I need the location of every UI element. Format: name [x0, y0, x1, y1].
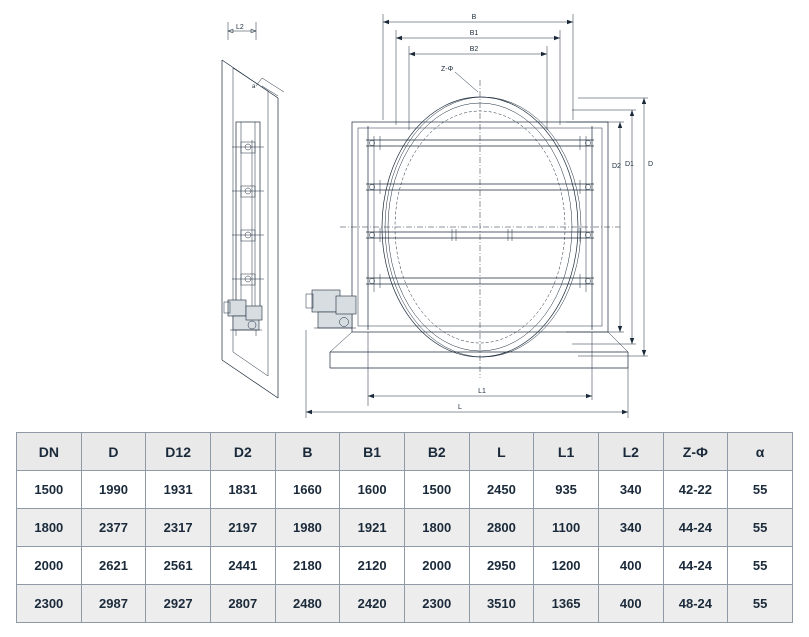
cell-b2: 1500 [404, 471, 469, 509]
column-header-l1: L1 [534, 433, 599, 471]
column-header-alpha: α [728, 433, 793, 471]
spec-table-container [16, 432, 793, 623]
cell-z-phi: 44-24 [663, 547, 728, 585]
column-header-b: B [275, 433, 340, 471]
front-view [306, 14, 653, 418]
cell-alpha: 55 [728, 509, 793, 547]
cell-d2: 2197 [210, 509, 275, 547]
cell-l2: 340 [598, 471, 663, 509]
cell-dn: 2000 [17, 547, 82, 585]
svg-text:D1: D1 [625, 161, 634, 168]
column-header-l: L [469, 433, 534, 471]
cell-d: 2621 [81, 547, 146, 585]
cell-d12: 2317 [146, 509, 211, 547]
cell-b2: 2300 [404, 585, 469, 623]
column-header-b2: B2 [404, 433, 469, 471]
cell-alpha: 55 [728, 585, 793, 623]
svg-text:D2: D2 [612, 163, 621, 170]
cell-d: 2377 [81, 509, 146, 547]
table-header-row [17, 433, 793, 471]
svg-text:L1: L1 [478, 388, 486, 395]
cell-d: 1990 [81, 471, 146, 509]
cell-l: 2800 [469, 509, 534, 547]
svg-text:B1: B1 [469, 30, 479, 37]
cell-l1: 1365 [534, 585, 599, 623]
table-row [17, 547, 793, 585]
cell-b1: 1921 [340, 509, 405, 547]
cell-d2: 2441 [210, 547, 275, 585]
svg-text:a: a [252, 84, 256, 90]
svg-text:L2: L2 [236, 24, 244, 31]
cell-d2: 1831 [210, 471, 275, 509]
cell-b1: 1600 [340, 471, 405, 509]
column-header-d: D [81, 433, 146, 471]
cell-l2: 340 [598, 509, 663, 547]
column-header-b1: B1 [340, 433, 405, 471]
cell-b: 1980 [275, 509, 340, 547]
column-header-d2: D2 [210, 433, 275, 471]
table-row [17, 509, 793, 547]
cell-l1: 935 [534, 471, 599, 509]
svg-text:Z-Φ: Z-Φ [441, 66, 454, 73]
cell-d2: 2807 [210, 585, 275, 623]
dimension-specification-table [16, 432, 793, 623]
svg-text:L: L [458, 404, 462, 411]
column-header-d12: D12 [146, 433, 211, 471]
cell-d12: 2561 [146, 547, 211, 585]
column-header-l2: L2 [598, 433, 663, 471]
svg-text:D: D [648, 161, 654, 168]
svg-text:B: B [471, 14, 477, 21]
cell-b1: 2120 [340, 547, 405, 585]
cell-dn: 1800 [17, 509, 82, 547]
cell-d12: 1931 [146, 471, 211, 509]
column-header-z-phi: Z-Ф [663, 433, 728, 471]
cell-l2: 400 [598, 585, 663, 623]
cell-dn: 1500 [17, 471, 82, 509]
cell-b2: 1800 [404, 509, 469, 547]
cell-z-phi: 44-24 [663, 509, 728, 547]
side-view [222, 22, 284, 398]
cell-l: 2450 [469, 471, 534, 509]
column-header-dn: DN [17, 433, 82, 471]
cell-alpha: 55 [728, 471, 793, 509]
cell-dn: 2300 [17, 585, 82, 623]
cell-b: 2180 [275, 547, 340, 585]
cell-l1: 1100 [534, 509, 599, 547]
table-row [17, 585, 793, 623]
cell-z-phi: 48-24 [663, 585, 728, 623]
svg-text:B2: B2 [469, 46, 479, 53]
cell-b: 1660 [275, 471, 340, 509]
table-row [17, 471, 793, 509]
cell-d12: 2927 [146, 585, 211, 623]
cell-d: 2987 [81, 585, 146, 623]
cell-l1: 1200 [534, 547, 599, 585]
cell-alpha: 55 [728, 547, 793, 585]
cell-b1: 2420 [340, 585, 405, 623]
cell-l: 2950 [469, 547, 534, 585]
cell-l2: 400 [598, 547, 663, 585]
cell-l: 3510 [469, 585, 534, 623]
cell-z-phi: 42-22 [663, 471, 728, 509]
cell-b2: 2000 [404, 547, 469, 585]
cell-b: 2480 [275, 585, 340, 623]
